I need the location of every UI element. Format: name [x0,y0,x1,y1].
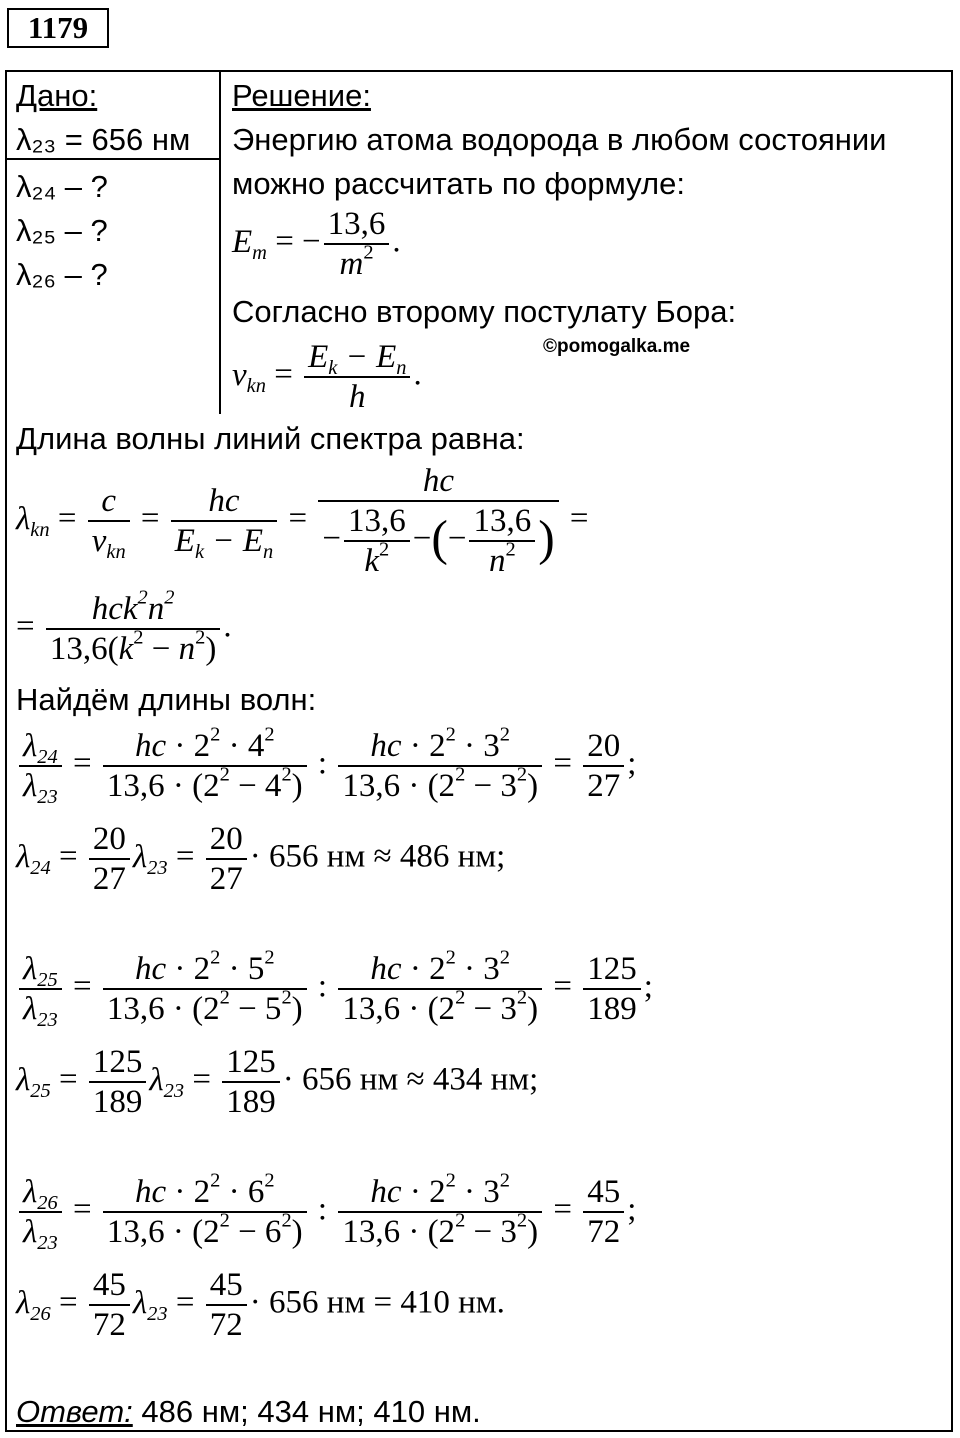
solution-text-1a: Энергию атома водорода в любом состоянии [232,122,887,157]
unknown-lambda24: λ₂₄ – ? [16,169,108,204]
ratio-lambda26: $\frac{\lambda_{26}}{\lambda_{23}}$ = $\frac{hc \cdot 2^2 \cdot 6^2}{13,6 \cdot (2^2 - 6^2)}$ : $\frac{hc \cdot 2^2 \cdot 3^2}{13,6 \cdot (2^2 - 3^2)}$ = $\frac{45}{72}$ ; [16,1173,636,1251]
value-lambda25: $\lambda_{25}$ = $\frac{125}{189}$ $\lambda_{23}$ = $\frac{125}{189}$ · 656 нм ≈ 434 нм; [16,1044,539,1120]
unknown-lambda26: λ₂₆ – ? [16,257,108,292]
problem-number: 1179 [7,8,109,48]
watermark: ©pomogalka.me [543,336,691,357]
answer-value: 486 нм; 434 нм; 410 нм. [132,1394,481,1429]
solution-text-2: Согласно второму постулату Бора: [232,294,737,329]
formula-wavelength-result: = $\frac{hck^2n^2}{13,6(k^2 - n^2)}$ . [16,586,232,667]
solution-text-4: Найдём длины волн: [16,682,317,717]
given-divider-vertical [219,70,221,414]
formula-energy: $E_m$ = − $\frac{13,6}{m^2}$ . [232,206,401,282]
formula-wavelength: $\lambda_{kn}$ = $\frac{c}{\nu_{kn}}$ = $\frac{hc}{E_k - E_n}$ = hc − $\frac{13,6}{k^2}$ −(− $\frac{13,6}{n^2}$ ) = [16,463,589,579]
solution-text-3: Длина волны линий спектра равна: [16,421,525,456]
value-lambda24: $\lambda_{24}$ = $\frac{20}{27}$ $\lambda_{23}$ = $\frac{20}{27}$ · 656 нм ≈ 486 нм; [16,821,506,897]
solution-text-1b: можно рассчитать по формуле: [232,166,685,201]
ratio-lambda25: $\frac{\lambda_{25}}{\lambda_{23}}$ = $\frac{hc \cdot 2^2 \cdot 5^2}{13,6 \cdot (2^2 - 5^2)}$ : $\frac{hc \cdot 2^2 \cdot 3^2}{13,6 \cdot (2^2 - 3^2)}$ = $\frac{125}{189}$ ; [16,950,653,1028]
answer-label: Ответ: [16,1394,133,1429]
given-lambda23: λ₂₃ = 656 нм [16,122,191,157]
value-lambda26: $\lambda_{26}$ = $\frac{45}{72}$ $\lambda_{23}$ = $\frac{45}{72}$ · 656 нм = 410 нм. [16,1267,505,1343]
given-header: Дано: [16,78,98,113]
answer-line [16,1394,481,1430]
given-divider-horizontal [5,158,221,160]
unknown-lambda25: λ₂₅ – ? [16,213,108,248]
solution-header: Решение: [232,78,371,113]
ratio-lambda24: $\frac{\lambda_{24}}{\lambda_{23}}$ = $\frac{hc \cdot 2^2 \cdot 4^2}{13,6 \cdot (2^2 - 4^2)}$ : $\frac{hc \cdot 2^2 \cdot 3^2}{13,6 \cdot (2^2 - 3^2)}$ = $\frac{20}{27}$ ; [16,727,636,805]
formula-bohr: $\nu_{kn}$ = $\frac{E_k - E_n}{h}$ . [232,339,422,415]
